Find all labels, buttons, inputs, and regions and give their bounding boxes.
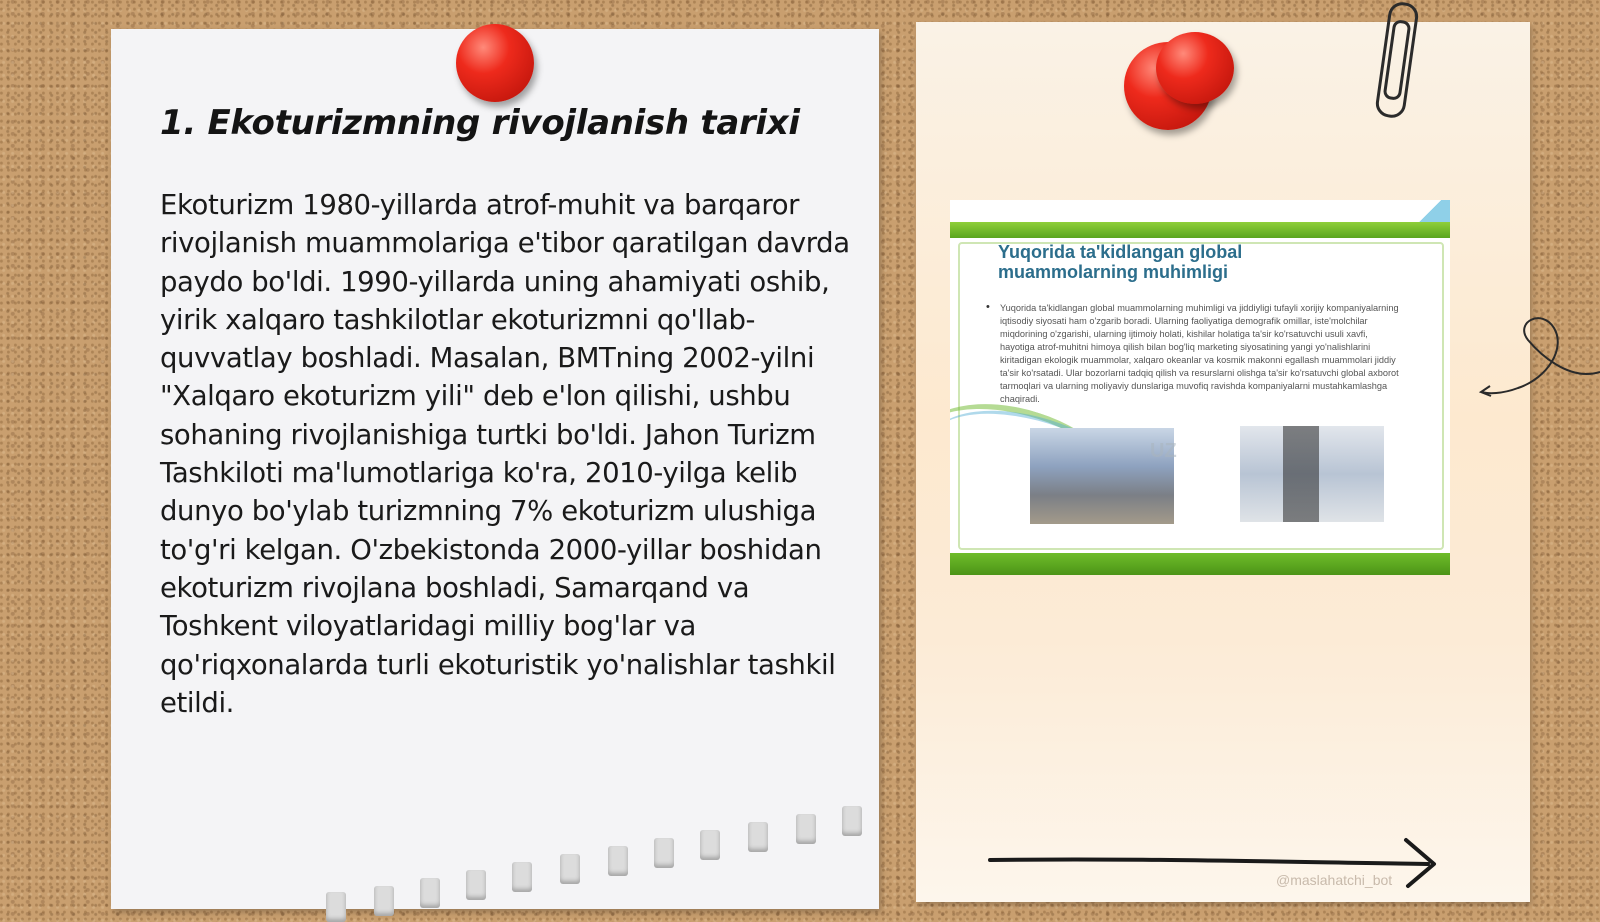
slide-photo-person (1240, 426, 1384, 522)
body-paragraph: Ekoturizm 1980-yillarda atrof-muhit va barqaror rivojlanish muammolariga e'tibor qaratilgan davrda paydo bo'ldi. 1990-yillarda uning ahamiyati oshib, yirik xalqaro tashkilotlar ekoturizmni qo'llab-quvvatlay boshladi. Masalan, BMTning 2002-yilni "Xalqaro ekoturizm yili" deb e'lon qilishi, ushbu sohaning rivojlanishiga turtki bo'ldi. Jahon Turizm Tashkiloti ma'lumotlariga ko'ra, 2010-yilga kelib dunyo bo'ylab turizmning 7% ekoturizm ulushiga to'g'ri kelgan. O'zbekistonda 2000-yillar boshidan ekoturizm rivojlana boshladi, Samarqand va Toshkent viloyatlaridagi milliy bog'lar va qo'riqxonalarda turli ekoturistik yo'nalishlar tashkil etildi. (160, 189, 850, 719)
slide-corner-decoration (1410, 200, 1450, 222)
curly-arrow-icon (1478, 312, 1600, 408)
slide-bottom-bar (950, 553, 1450, 575)
page-title: 1. Ekoturizmning rivojlanish tarixi (160, 103, 800, 143)
push-pin-icon (456, 24, 534, 102)
slide-title: Yuqorida ta'kidlangan global muammolarning muhimligi (998, 242, 1243, 282)
slide-watermark: UZ (1150, 440, 1177, 462)
slide-top-bar (950, 222, 1450, 238)
slide-thumbnail (950, 200, 1450, 575)
slide-bullet-text: • Yuqorida ta'kidlangan global muammolarning muhimligi va jiddiyligi tufayli xorijiy kompaniyalarning iqtisodiy siyosati ham o'zgarib boradi. Ularning faoliyatiga demografik omillar, iste'molchilar miqdorining o'zgarishi, ularning ijtimoiy holati, kishilar holatiga ta'sir ko'rsatuvchi usuli xavfi, hayotiga atrof-muhitni himoya qilish bilan bog'liq marketing siyosatining yangi yo'nalishlarini kiritadigan ekologik muammolar, xalqaro okeanlar va kosmik makonni egallash muammolari jiddiy ta'sir ko'rsatadi. Ular bozorlarni tadqiq qilish va resurslarni olishga ta'sir ko'rsatuvchi global axborot tarmoqlari va ularning moliyaviy dunslariga muvofiq ravishda kompaniyalarni mustahkamlashga chaqiradi. (1000, 302, 1400, 406)
credit-watermark: @maslahatchi_bot (1276, 872, 1393, 888)
push-pin-icon (1156, 32, 1234, 104)
